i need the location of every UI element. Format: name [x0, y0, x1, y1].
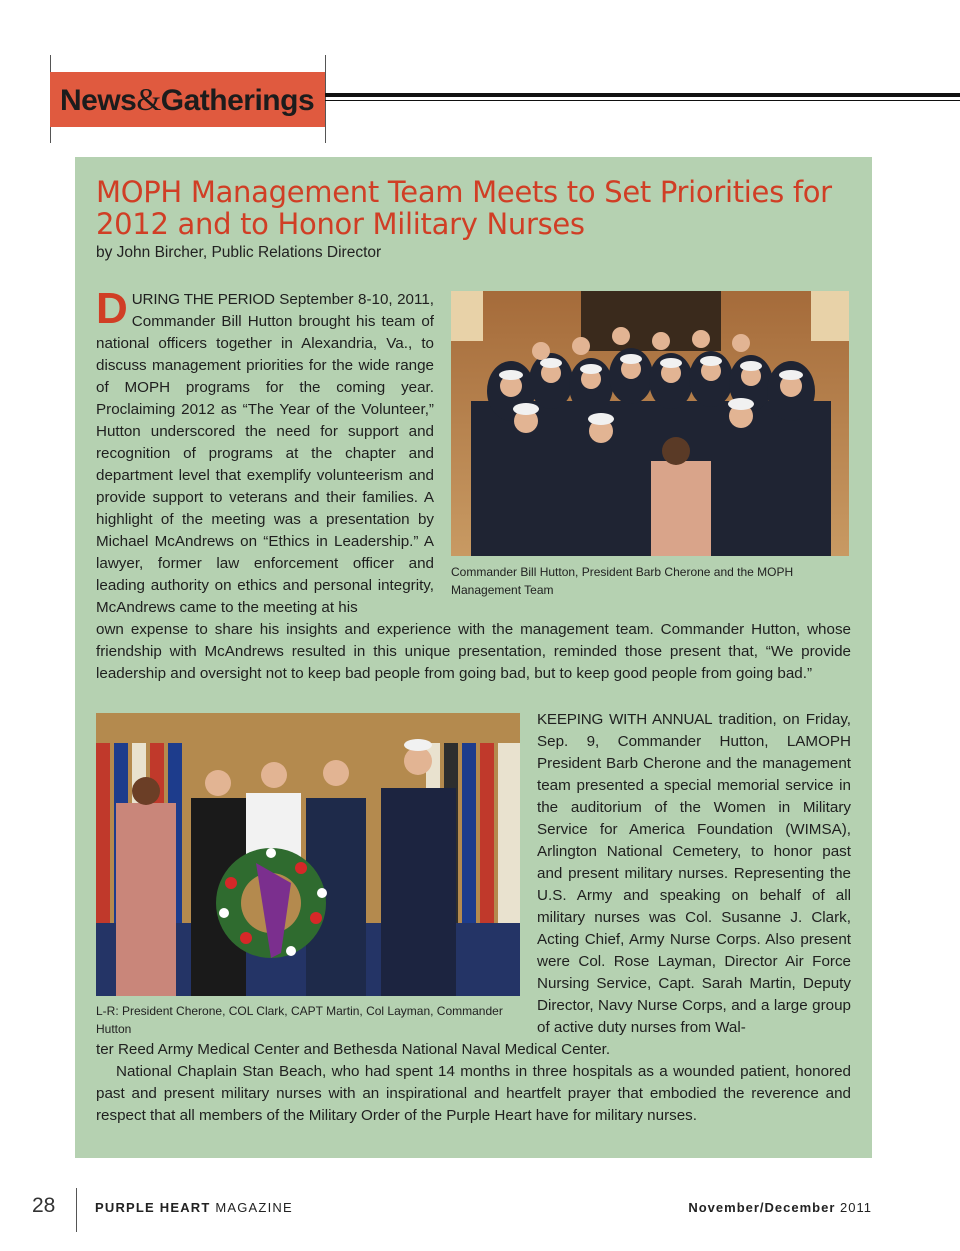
section-news: News — [60, 84, 137, 117]
article-title: MOPH Management Team Meets to Set Priorities for 2012 and to Honor Military Nurses — [96, 175, 832, 241]
page-number: 28 — [32, 1194, 56, 1217]
para3: National Chaplain Stan Beach, who had spent 14 months in three hospitals as a wounded patient, honored past and present military nurses with an inspirational and heartfelt prayer that embodied the reverence and respect that all members of the Military Order of the Purple Heart have for military nurses. — [96, 1063, 851, 1124]
para2-column-text: tradition, on Friday, Sep. 9, Commander Hutton, LAMOPH President Barb Cherone and the management team presented a special memorial service in the auditorium of the Women in Military Service for America Foundation (WIMSA), Arlington National Cemetery, to honor past and present military nurses. Representing the U.S. Army and speaking on behalf of all military nurses was Col. Susanne J. Clark, Acting Chief, Army Nurse Corps. Also present were Col. Rose Layman, Director Air Force Nursing Service, Capt. Sarah Martin, Deputy Director, Navy Nurse Corps, and a large group of active duty nurses from Wal- — [537, 711, 851, 1036]
header-rule-thick — [325, 93, 960, 97]
issue-date — [688, 1200, 872, 1215]
header-rule-thin — [325, 100, 960, 101]
wreath-photo — [96, 713, 520, 996]
article-byline: by John Bircher, Public Relations Director — [96, 244, 382, 261]
section-gatherings: Gatherings — [160, 84, 315, 117]
magazine-name-light: MAGAZINE — [215, 1200, 293, 1215]
team-photo-caption: Commander Bill Hutton, President Barb Cherone and the MOPH Management Team — [451, 565, 794, 597]
lead-caps: URING THE PERIOD — [131, 291, 275, 308]
team-photo — [451, 291, 849, 556]
article-column-1 — [96, 284, 434, 619]
para2-lead-caps: KEEPING WITH ANNUAL — [537, 711, 713, 728]
issue-months: November/December — [688, 1200, 836, 1215]
article-full-width-2 — [96, 1039, 851, 1127]
section-tag — [50, 72, 325, 127]
header-right-vline — [325, 55, 326, 143]
magazine-name-bold: PURPLE HEART — [95, 1200, 211, 1215]
footer-vline — [76, 1188, 77, 1232]
para2-full-width: ter Reed Army Medical Center and Bethesda National Naval Medical Center. — [96, 1041, 611, 1058]
wreath-photo-caption: L-R: President Cherone, COL Clark, CAPT Martin, Col Layman, Commander Hutton — [96, 1004, 503, 1036]
article-column-2 — [537, 709, 851, 1039]
section-amp: & — [136, 81, 161, 117]
issue-year: 2011 — [840, 1200, 872, 1215]
para1-column-text: September 8-10, 2011, Commander Bill Hutton brought his team of national officers together in Alexandria, Va., to discuss management priorities for the wide range of MOPH programs for the coming year. Proclaiming 2012 as “The Year of the Volunteer,” Hutton underscored the need for support and recognition of programs at the chapter and department level that exemplify volunteerism and provide support to veterans and their families. A highlight of the meeting was a presentation by Michael McAndrews on “Ethics in Leadership.” A lawyer, former law enforcement officer and leading authority on ethics and personal integrity, McAndrews came to the meeting at his — [96, 291, 434, 616]
para1-full-width: own expense to share his insights and experience with the management team. Commander Hutton, whose friendship with McAndrews resulted in this unique presentation, reminded those present that, “We provide leadership and oversight not to keep bad people from going bad, but to keep good people from going bad.” — [96, 621, 851, 682]
magazine-name — [95, 1200, 293, 1215]
drop-cap: D — [96, 284, 128, 333]
